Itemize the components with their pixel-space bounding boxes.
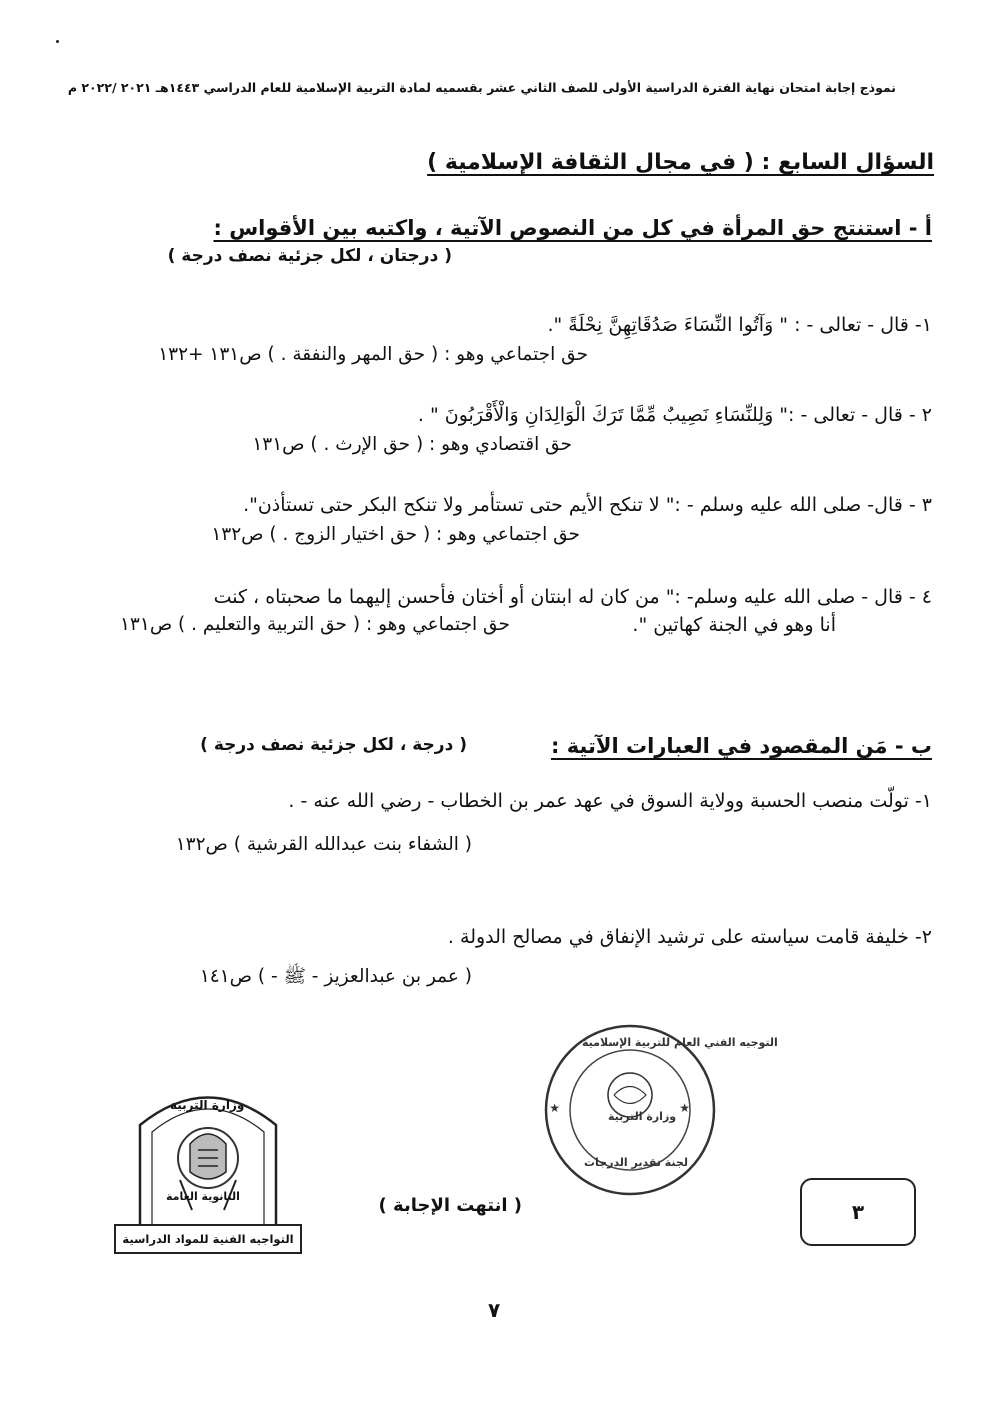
item-a1-text: ١- قال - تعالى - : " وَآتُوا النِّسَاءَ صَدُقَاتِهِنَّ نِحْلَةً ".: [547, 314, 932, 336]
svg-text:★: ★: [549, 1101, 560, 1115]
item-a1-answer: حق اجتماعي وهو : ( حق المهر والنفقة . ) ص١٣١ +١٣٢: [158, 344, 588, 365]
logo-text-top: وزارة التربية: [170, 1098, 245, 1112]
item-a3-answer: حق اجتماعي وهو : ( حق اختيار الزوج . ) ص١٣٢: [211, 524, 580, 545]
item-b1-text: ١- تولّت منصب الحسبة وولاية السوق في عهد عمر بن الخطاب - رضي الله عنه - .: [288, 790, 932, 812]
section-b-grade: ( درجة ، لكل جزئية نصف درجة ): [200, 735, 467, 755]
item-b2-text: ٢- خليفة قامت سياسته على ترشيد الإنفاق في مصالح الدولة .: [447, 926, 932, 948]
speck-dot: [56, 40, 59, 43]
logo-banner: التواجيه الفنية للمواد الدراسية: [114, 1224, 302, 1254]
stamp-bottom-text: لجنة تقدير الدرجات: [584, 1156, 688, 1169]
stamp-outer-text: التوجيه الفني العام للتربية الإسلامية: [582, 1036, 778, 1049]
section-b-title: ب - مَن المقصود في العبارات الآتية :: [550, 734, 932, 758]
item-a2-text: ٢ - قال - تعالى - :" وَلِلنِّسَاءِ نَصِيبٌ مِّمَّا تَرَكَ الْوَالِدَانِ وَالْأَقْرَبُونَ " .: [417, 404, 932, 426]
section-a-title: أ - استنتج حق المرأة في كل من النصوص الآتية ، واكتبه بين الأقواس :: [213, 216, 932, 240]
svg-text:★: ★: [679, 1101, 690, 1115]
logo-text-bottom: الثانوية العامة: [166, 1190, 240, 1203]
stamp-inner-text: وزارة التربية: [608, 1110, 677, 1123]
page-box: ٣: [800, 1178, 916, 1246]
item-a2-answer: حق اقتصادي وهو : ( حق الإرث . ) ص١٣١: [252, 434, 572, 455]
section-a-grade: ( درجتان ، لكل جزئية نصف درجة ): [167, 246, 452, 266]
page-number: ٧: [488, 1298, 501, 1322]
item-a4-answer: حق اجتماعي وهو : ( حق التربية والتعليم . ) ص١٣١: [120, 614, 510, 635]
item-a4-text-cont: أنا وهو في الجنة كهاتين ".: [632, 614, 836, 636]
document-header: نموذج إجابة امتحان نهاية الفترة الدراسية الأولى للصف الثاني عشر بقسميه لمادة التربية الإسلامية للعام الدراسي ١٤٤٣هـ ٢٠٢١ /٢٠٢٢ م: [67, 80, 896, 95]
item-a3-text: ٣ - قال- صلى الله عليه وسلم - :" لا تنكح الأيم حتى تستأمر ولا تنكح البكر حتى تستأذن".: [243, 494, 932, 516]
item-b2-answer: ( عمر بن عبدالعزيز - ﷺ - ) ص١٤١: [199, 966, 472, 987]
question-title: السؤال السابع : ( في مجال الثقافة الإسلامية ): [427, 150, 934, 175]
item-b1-answer: ( الشفاء بنت عبدالله القرشية ) ص١٣٢: [175, 834, 472, 855]
end-of-answer: ( انتهت الإجابة ): [378, 1195, 522, 1216]
item-a4-text: ٤ - قال - صلى الله عليه وسلم- :" من كان له ابنتان أو أختان فأحسن إليهما ما صحبتاه ، كنت: [213, 586, 932, 608]
